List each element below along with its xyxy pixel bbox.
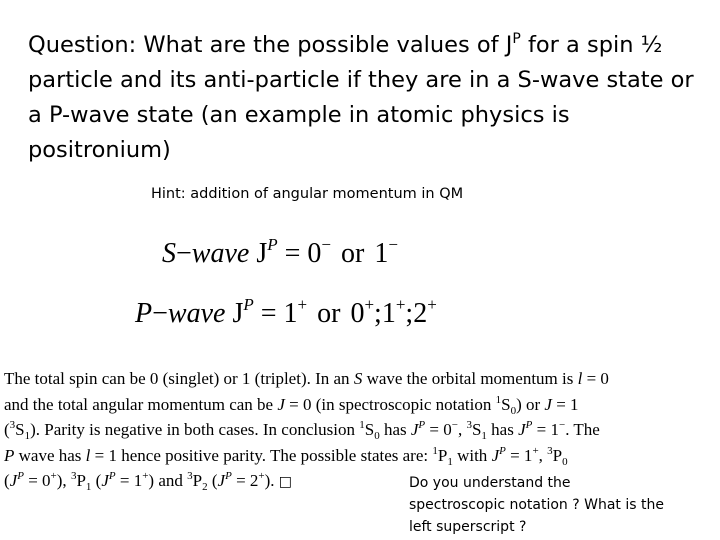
note-callout: Do you understand the spectroscopic notation ? What is the left superscript ? (409, 472, 669, 538)
paragraph-line-5: $(J^P = 0^+)$, $^3P_1$ $(J^P = 1^+)$ and $^3P_2$ $(J^P = 2^+)$. □ (4, 470, 293, 493)
hint-text: Hint: addition of angular momentum in QM (151, 186, 464, 202)
paragraph-line-2: and the total angular momentum can be J = 0 (in spectroscopic notation $^1S_0$) or J = 1 (4, 393, 579, 417)
question-prefix: Question: What are the possible values of J (28, 32, 513, 58)
s-wave-equation: S−wave $J^P = 0^-$ or 1− (162, 235, 398, 269)
question-sup: P (512, 31, 521, 47)
p-wave-equation: P−wave $J^P = 1^+$ or 0+;1+;2+ (135, 295, 437, 329)
box-icon: □ (278, 474, 293, 490)
paragraph-line-4: P wave has l = 1 hence positive parity. The possible states are: $^1P_1$ with $J^P = 1^+$, $^3P_0$ (4, 444, 568, 468)
question-text (28, 28, 708, 168)
question-rest: for a spin ½ particle and its anti-particle if they are in a S-wave state or a P-wave state (an example in atomic physics is positronium) (28, 32, 694, 163)
paragraph-line-3: $(^3S_1)$. Parity is negative in both cases. In conclusion $^1S_0$ has $J^P = 0^-$, $^3S_1$ has $J^P = 1^-$. The (4, 419, 600, 442)
paragraph-line-1: The total spin can be 0 (singlet) or 1 (triplet). In an S wave the orbital momentum is l = 0 (4, 369, 609, 388)
